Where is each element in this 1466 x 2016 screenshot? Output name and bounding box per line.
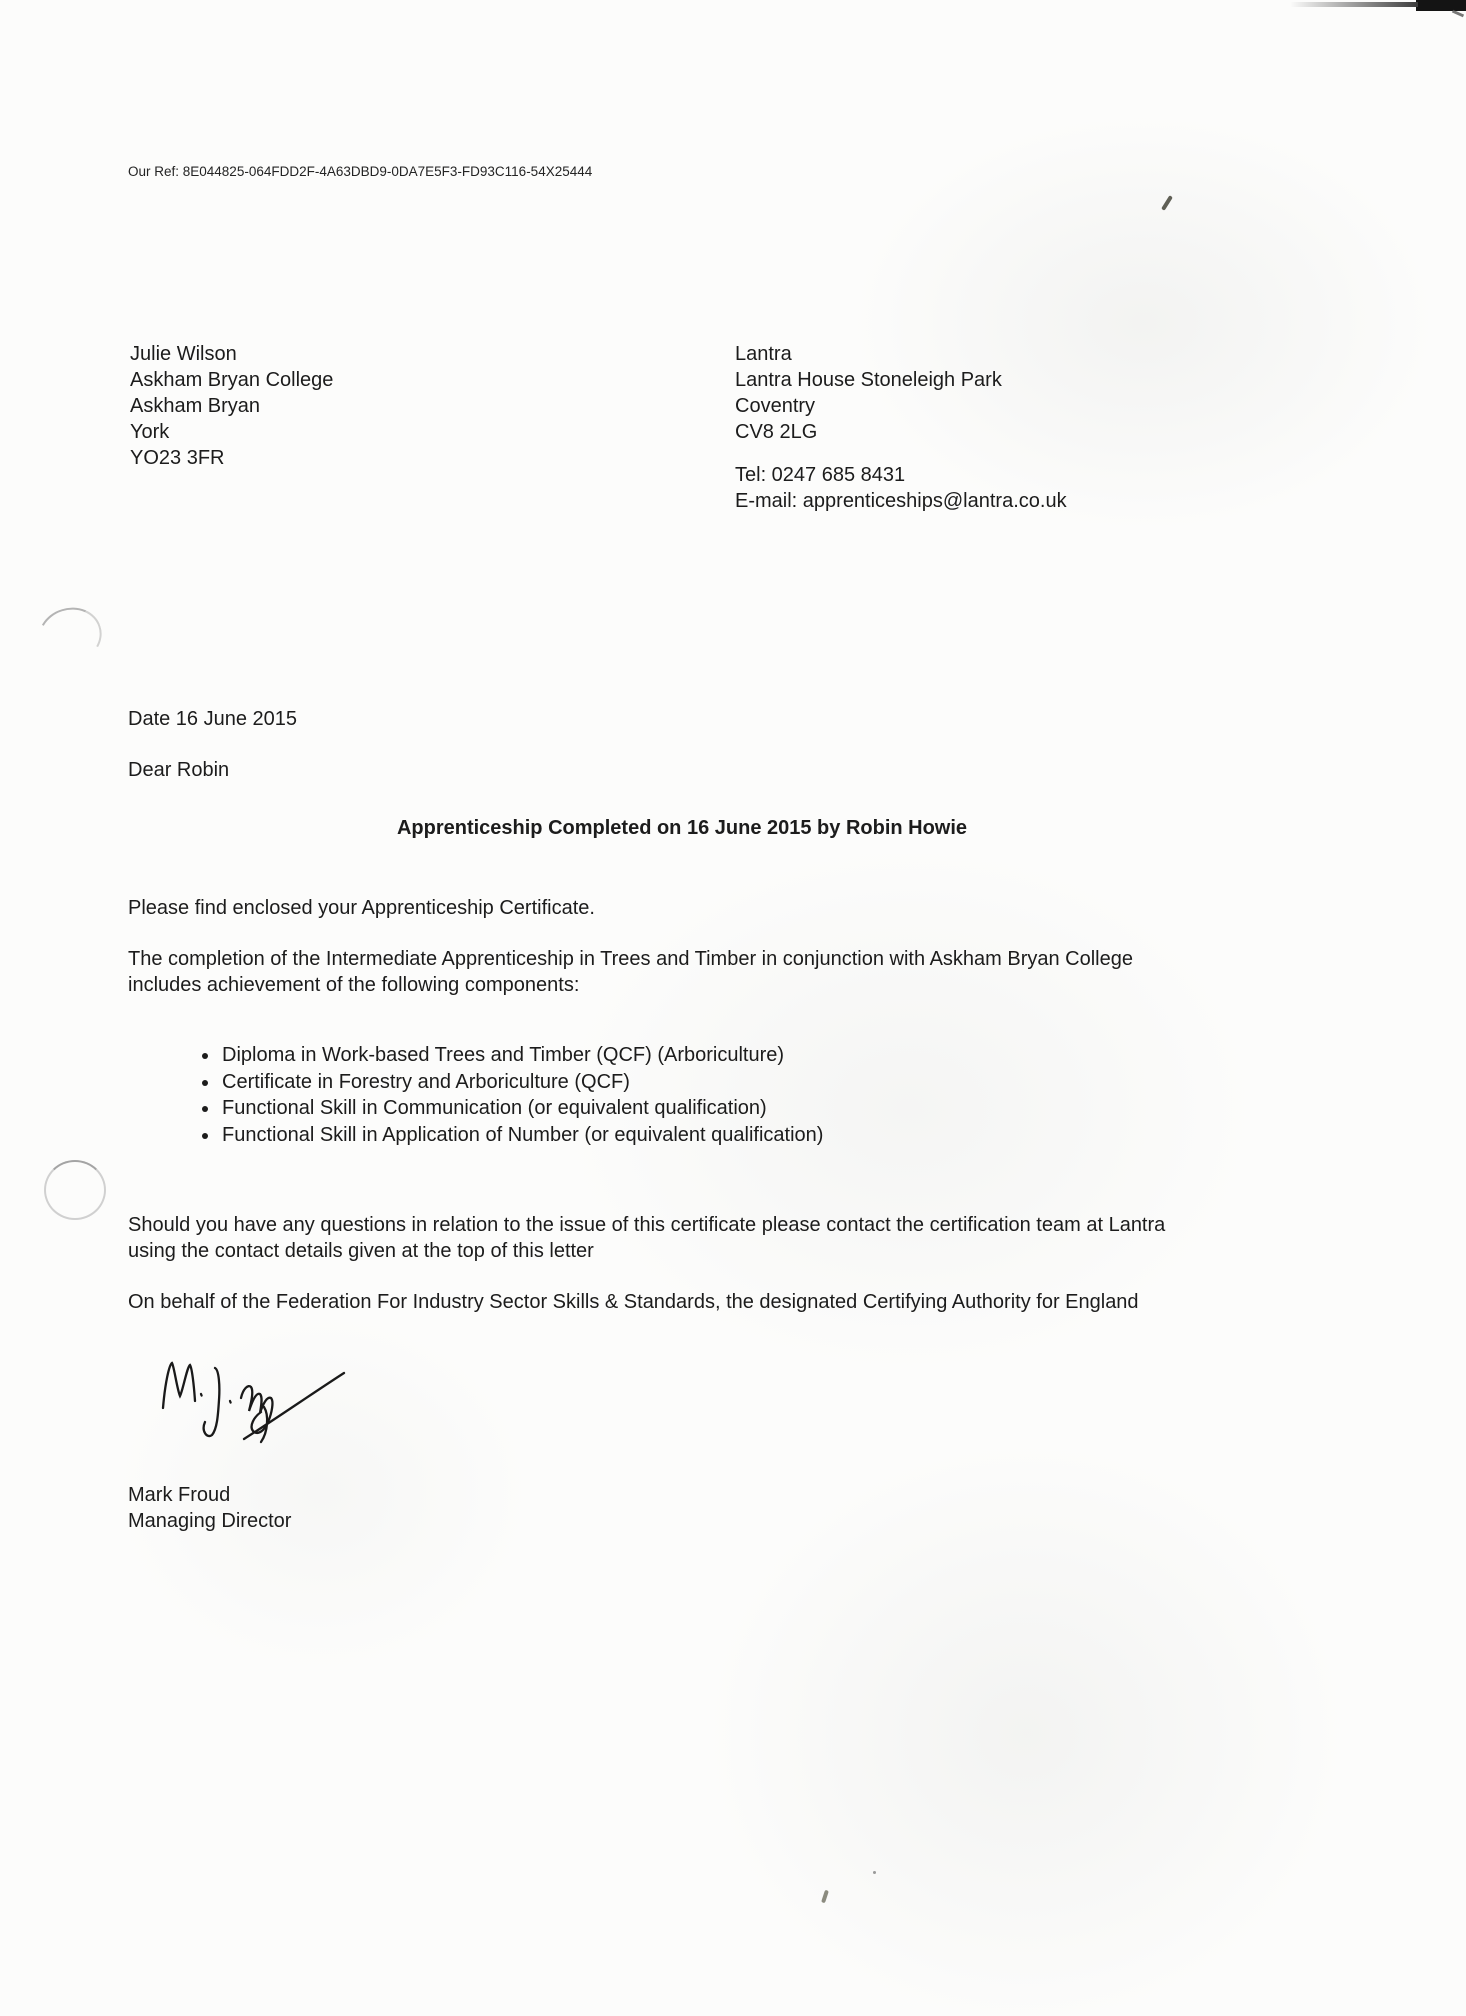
sender-postcode: CV8 2LG <box>735 421 818 443</box>
paragraph-line: includes achievement of the following components: <box>128 974 580 996</box>
recipient-address-line: Askham Bryan <box>130 395 261 417</box>
sender-address-line: Coventry <box>735 395 816 417</box>
paragraph-federation <box>128 1289 1139 1315</box>
salutation: Dear Robin <box>128 759 230 781</box>
scan-artifact-page-curl-bottom <box>44 1160 106 1220</box>
recipient-name: Julie Wilson <box>130 343 237 365</box>
email-line: E-mail: apprenticeships@lantra.co.uk <box>735 490 1067 512</box>
subject-text: Apprenticeship Completed on 16 June 2015 by Robin Howie <box>396 817 968 839</box>
signatory-title: Managing Director <box>128 1510 292 1532</box>
signature-block <box>128 1482 291 1534</box>
scan-artifact-page-curl-top <box>31 599 109 672</box>
sender-name: Lantra <box>735 343 792 365</box>
scan-artifact-dot <box>873 1871 876 1874</box>
paragraph-enclosed <box>128 895 595 921</box>
scan-artifact-gray-streak <box>1290 2 1418 7</box>
bullet-item-communication: • Functional Skill in Communication (or equivalent qualification) <box>220 1095 823 1122</box>
recipient-address-line: York <box>130 421 170 443</box>
paragraph-completion <box>128 946 1133 998</box>
sender-address-line: Lantra House Stoneleigh Park <box>735 369 1002 391</box>
scan-artifact-black-bar <box>1416 0 1466 11</box>
phone-line: Tel: 0247 685 8431 <box>735 464 906 486</box>
paragraph-line: Should you have any questions in relation to the issue of this certificate please contact the certification team at Lantra <box>128 1214 1166 1236</box>
paragraph-line: On behalf of the Federation For Industry Sector Skills & Standards, the designated Certifying Authority for England <box>128 1291 1139 1313</box>
handwritten-signature <box>156 1354 360 1454</box>
paragraph-line: using the contact details given at the top of this letter <box>128 1240 594 1262</box>
date-line: Date 16 June 2015 <box>128 708 298 730</box>
recipient-postcode: YO23 3FR <box>130 447 225 469</box>
paragraph-line: The completion of the Intermediate Apprenticeship in Trees and Timber in conjunction with Askham Bryan College <box>128 948 1133 970</box>
bullet-item-certificate: • Certificate in Forestry and Arboriculture (QCF) <box>220 1069 823 1096</box>
paragraph-line: Please find enclosed your Apprenticeship Certificate. <box>128 897 595 919</box>
scan-artifact-pen-tick <box>1161 195 1173 211</box>
components-bullet-list <box>128 1042 823 1148</box>
sender-address <box>735 341 1002 445</box>
bullet-item-number: • Functional Skill in Application of Number (or equivalent qualification) <box>220 1122 823 1149</box>
signatory-name: Mark Froud <box>128 1484 231 1506</box>
reference-line: Our Ref: 8E044825-064FDD2F-4A63DBD9-0DA7E5F3-FD93C116-54X25444 <box>128 164 593 179</box>
recipient-address <box>130 341 333 471</box>
subject-heading <box>128 817 1236 840</box>
paragraph-questions <box>128 1212 1165 1264</box>
scan-artifact-speck <box>821 1890 829 1904</box>
sender-contact <box>735 462 1067 514</box>
bullet-item-diploma: • Diploma in Work-based Trees and Timber (QCF) (Arboriculture) <box>220 1042 823 1069</box>
recipient-address-line: Askham Bryan College <box>130 369 334 391</box>
